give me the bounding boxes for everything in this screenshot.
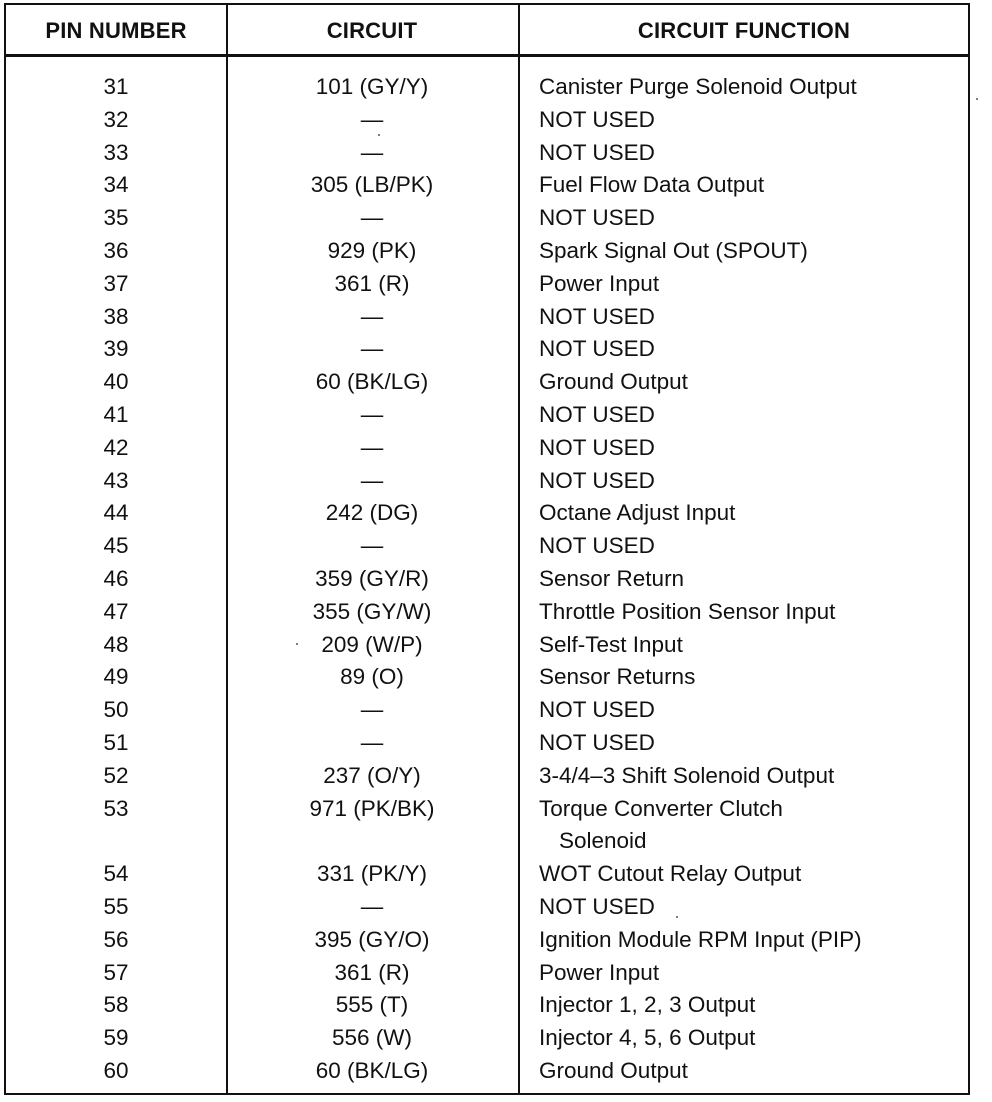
circuit-function-text: NOT USED bbox=[539, 336, 655, 362]
circuit-function-text: Canister Purge Solenoid Output bbox=[539, 74, 857, 99]
circuit-function-cell bbox=[539, 957, 967, 990]
circuit-function-text: NOT USED bbox=[539, 205, 655, 231]
circuit-function-text: Fuel Flow Data Output bbox=[539, 172, 765, 198]
circuit-function-text: WOT Cutout Relay Output bbox=[539, 861, 802, 887]
circuit-cell: 60 (BK/LG) bbox=[315, 369, 429, 395]
table-row bbox=[6, 71, 968, 104]
circuit-cell: 971 (PK/BK) bbox=[309, 795, 435, 821]
circuit-cell: 355 (GY/W) bbox=[312, 598, 432, 624]
circuit-cell: 209 (W/P) bbox=[321, 631, 423, 657]
circuit-function-cell bbox=[539, 137, 967, 170]
table-row bbox=[6, 596, 968, 629]
header-pin-number: PIN NUMBER bbox=[45, 18, 187, 43]
pin-number-cell: 55 bbox=[103, 893, 129, 919]
table-row bbox=[6, 793, 968, 859]
pin-number-cell: 47 bbox=[103, 598, 129, 624]
circuit-function-cell bbox=[539, 661, 967, 694]
table-row bbox=[6, 235, 968, 268]
circuit-cell: 395 (GY/O) bbox=[314, 926, 430, 952]
table-row bbox=[6, 957, 968, 990]
circuit-cell: 60 (BK/LG) bbox=[315, 1057, 429, 1083]
circuit-function-cell bbox=[539, 727, 967, 760]
circuit-function-cell bbox=[539, 268, 967, 301]
circuit-function-cell bbox=[539, 104, 967, 137]
table-row bbox=[6, 465, 968, 498]
circuit-function-cell bbox=[539, 333, 967, 366]
pin-number-cell: 34 bbox=[103, 172, 129, 198]
pin-number-cell: 53 bbox=[103, 795, 129, 821]
circuit-function-cell bbox=[539, 858, 967, 891]
pin-number-cell: 58 bbox=[103, 992, 129, 1018]
scan-speck bbox=[676, 916, 678, 918]
scan-speck bbox=[976, 98, 978, 100]
table-row bbox=[6, 694, 968, 727]
pin-number-cell: 37 bbox=[103, 270, 129, 296]
circuit-function-text: Power Input bbox=[539, 959, 660, 985]
circuit-cell: — bbox=[360, 893, 384, 919]
circuit-function-text: Self-Test Input bbox=[539, 631, 683, 657]
circuit-function-text: NOT USED bbox=[539, 533, 655, 559]
table-row bbox=[6, 629, 968, 662]
circuit-cell: — bbox=[360, 139, 384, 165]
pin-number-cell: 43 bbox=[103, 467, 129, 493]
pin-number-cell: 57 bbox=[103, 959, 129, 985]
circuit-function-text: NOT USED bbox=[539, 303, 655, 329]
circuit-function-cell bbox=[539, 629, 967, 662]
circuit-cell: 359 (GY/R) bbox=[315, 565, 429, 591]
table-row bbox=[6, 891, 968, 924]
circuit-function-cell bbox=[539, 235, 967, 268]
circuit-cell: 556 (W) bbox=[331, 1025, 412, 1051]
pin-number-cell: 33 bbox=[103, 139, 129, 165]
pin-number-cell: 46 bbox=[103, 565, 129, 591]
table-row bbox=[6, 137, 968, 170]
pin-number-cell: 56 bbox=[103, 926, 129, 952]
circuit-cell: 361 (R) bbox=[334, 959, 410, 985]
circuit-function-text: Sensor Return bbox=[539, 565, 685, 591]
circuit-cell: — bbox=[360, 697, 384, 723]
circuit-cell: 331 (PK/Y) bbox=[316, 861, 428, 887]
table-row bbox=[6, 858, 968, 891]
circuit-cell: 305 (LB/PK) bbox=[310, 172, 434, 198]
table-row bbox=[6, 268, 968, 301]
circuit-function-text: NOT USED bbox=[539, 139, 655, 165]
circuit-cell: 89 (O) bbox=[340, 664, 404, 690]
circuit-cell: — bbox=[360, 533, 384, 559]
pin-number-cell: 48 bbox=[103, 631, 129, 657]
pin-number-cell: 41 bbox=[103, 401, 129, 427]
circuit-function-text: Octane Adjust Input bbox=[539, 500, 736, 526]
table-row bbox=[6, 661, 968, 694]
pin-number-cell: 49 bbox=[103, 664, 129, 690]
circuit-cell: — bbox=[360, 106, 384, 132]
table-row bbox=[6, 169, 968, 202]
table-body bbox=[6, 71, 968, 1088]
circuit-cell: — bbox=[360, 467, 384, 493]
circuit-function-text: 3-4/4–3 Shift Solenoid Output bbox=[539, 762, 835, 788]
table-row bbox=[6, 1022, 968, 1055]
circuit-function-cell bbox=[539, 530, 967, 563]
circuit-cell: — bbox=[360, 205, 384, 231]
circuit-function-cell bbox=[539, 301, 967, 334]
pin-number-cell: 45 bbox=[103, 533, 129, 559]
circuit-function-text: NOT USED bbox=[539, 893, 655, 919]
circuit-function-text: NOT USED bbox=[539, 467, 655, 493]
pin-number-cell: 50 bbox=[103, 697, 129, 723]
pin-number-cell: 54 bbox=[103, 861, 129, 887]
scan-speck bbox=[378, 134, 380, 136]
circuit-cell: 555 (T) bbox=[335, 992, 409, 1018]
pin-number-cell: 32 bbox=[103, 106, 129, 132]
table-row bbox=[6, 301, 968, 334]
circuit-function-text: NOT USED bbox=[539, 697, 655, 723]
table-row bbox=[6, 333, 968, 366]
pin-table bbox=[4, 3, 970, 1095]
circuit-cell: — bbox=[360, 434, 384, 460]
header-circuit-function: CIRCUIT FUNCTION bbox=[637, 18, 851, 43]
table-row bbox=[6, 202, 968, 235]
circuit-function-text: Spark Signal Out (SPOUT) bbox=[539, 237, 808, 263]
table-row bbox=[6, 760, 968, 793]
circuit-cell: — bbox=[360, 336, 384, 362]
circuit-function-cell bbox=[539, 432, 967, 465]
table-row bbox=[6, 497, 968, 530]
circuit-function-cell bbox=[539, 989, 967, 1022]
header-circuit: CIRCUIT bbox=[326, 18, 418, 43]
pin-number-cell: 60 bbox=[103, 1057, 129, 1083]
table-row bbox=[6, 989, 968, 1022]
pin-number-cell: 36 bbox=[103, 237, 129, 263]
circuit-function-cell bbox=[539, 1022, 967, 1055]
circuit-function-cell bbox=[539, 793, 967, 859]
circuit-function-cell bbox=[539, 694, 967, 727]
circuit-cell: 237 (O/Y) bbox=[323, 762, 421, 788]
pin-number-cell: 35 bbox=[103, 205, 129, 231]
circuit-function-text: NOT USED bbox=[539, 729, 655, 755]
circuit-function-cell bbox=[539, 169, 967, 202]
pin-number-cell: 59 bbox=[103, 1025, 129, 1051]
circuit-function-text: Ground Output bbox=[539, 1057, 688, 1083]
circuit-function-text-continued: Solenoid bbox=[559, 828, 647, 854]
circuit-cell: 929 (PK) bbox=[327, 237, 417, 263]
circuit-function-cell bbox=[539, 924, 967, 957]
circuit-function-cell bbox=[539, 366, 967, 399]
circuit-cell: — bbox=[360, 401, 384, 427]
circuit-function-cell bbox=[539, 596, 967, 629]
circuit-function-cell bbox=[539, 497, 967, 530]
pin-number-cell: 52 bbox=[103, 762, 129, 788]
circuit-function-text: NOT USED bbox=[539, 434, 655, 460]
circuit-function-cell bbox=[539, 399, 967, 432]
pin-number-cell: 40 bbox=[103, 369, 129, 395]
circuit-function-text: Ground Output bbox=[539, 369, 688, 395]
scan-speck bbox=[296, 643, 298, 645]
circuit-cell: 361 (R) bbox=[334, 270, 410, 296]
table-row bbox=[6, 104, 968, 137]
pin-number-cell: 38 bbox=[103, 303, 129, 329]
circuit-cell: — bbox=[360, 303, 384, 329]
circuit-function-cell bbox=[539, 1055, 967, 1088]
circuit-function-text: Sensor Returns bbox=[539, 664, 696, 690]
table-row bbox=[6, 563, 968, 596]
circuit-function-text: NOT USED bbox=[539, 401, 655, 427]
circuit-cell: — bbox=[360, 729, 384, 755]
circuit-function-text: Throttle Position Sensor Input bbox=[539, 598, 836, 624]
circuit-function-text: Injector 1, 2, 3 Output bbox=[539, 992, 756, 1018]
circuit-function-cell bbox=[539, 563, 967, 596]
table-row bbox=[6, 399, 968, 432]
table-row bbox=[6, 924, 968, 957]
circuit-function-cell bbox=[539, 71, 967, 104]
circuit-cell: 101 (GY/Y) bbox=[315, 74, 429, 99]
circuit-function-cell bbox=[539, 760, 967, 793]
circuit-function-text: Torque Converter Clutch bbox=[539, 795, 783, 821]
circuit-function-text: NOT USED bbox=[539, 106, 655, 132]
circuit-function-cell bbox=[539, 202, 967, 235]
circuit-cell: 242 (DG) bbox=[325, 500, 419, 526]
circuit-function-cell bbox=[539, 465, 967, 498]
pin-number-cell: 31 bbox=[103, 74, 129, 99]
table-row bbox=[6, 530, 968, 563]
pin-number-cell: 39 bbox=[103, 336, 129, 362]
table-row bbox=[6, 1055, 968, 1088]
pin-number-cell: 42 bbox=[103, 434, 129, 460]
circuit-function-text: Injector 4, 5, 6 Output bbox=[539, 1025, 756, 1051]
circuit-function-text: Power Input bbox=[539, 270, 660, 296]
circuit-function-cell bbox=[539, 891, 967, 924]
pin-number-cell: 51 bbox=[103, 729, 129, 755]
table-row bbox=[6, 366, 968, 399]
table-row bbox=[6, 727, 968, 760]
pin-number-cell: 44 bbox=[103, 500, 129, 526]
circuit-function-text: Ignition Module RPM Input (PIP) bbox=[539, 926, 862, 952]
table-row bbox=[6, 432, 968, 465]
